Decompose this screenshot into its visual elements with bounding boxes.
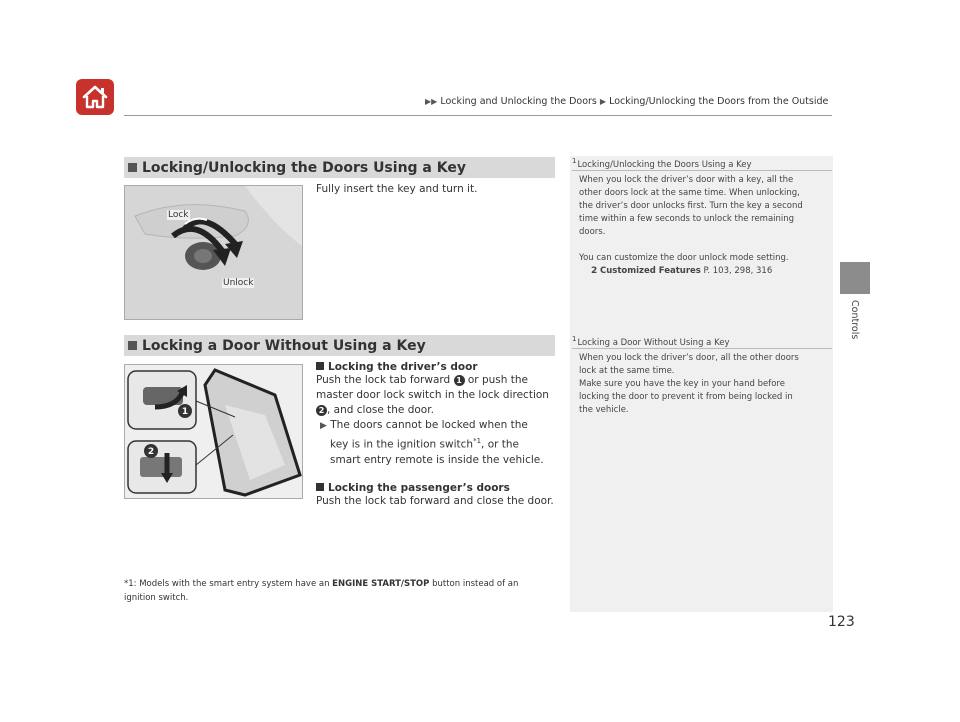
breadcrumb-item-1[interactable]: Locking and Unlocking the Doors	[440, 96, 597, 107]
note-divider	[572, 170, 832, 171]
lock-tab-illustration	[124, 364, 303, 499]
note-body	[579, 174, 831, 278]
lock-label: Lock	[168, 210, 189, 220]
square-bullet-icon	[316, 483, 324, 491]
key-lock-illustration	[124, 185, 303, 320]
note-heading	[572, 335, 730, 348]
breadcrumb-item-2[interactable]: Locking/Unlocking the Doors from the Outside	[609, 96, 829, 107]
page-number: 123	[828, 614, 855, 630]
footnote-ref[interactable]: *1	[473, 437, 482, 445]
breadcrumb-arrow-icon: ▶▶	[425, 97, 438, 106]
callout-1-icon: 1	[454, 375, 465, 386]
passenger-door-text: Push the lock tab forward and close the door.	[316, 494, 554, 507]
note-number: 1	[572, 335, 577, 343]
note-divider	[572, 348, 832, 349]
section-title: Locking/Unlocking the Doors Using a Key	[142, 159, 466, 176]
home-button[interactable]	[76, 79, 114, 115]
note-line: time within a few seconds to unlock the remaining	[579, 214, 795, 224]
door-lock-tab-illustration	[125, 365, 302, 498]
section-heading	[124, 157, 555, 178]
note-line: When you lock the driver’s door with a key, all the	[579, 175, 794, 185]
door-handle-key-illustration	[125, 186, 302, 319]
note-line: other doors lock at the same time. When unlocking,	[579, 188, 800, 198]
callout-1-label: 1	[181, 407, 189, 417]
reference-icon: 2	[591, 266, 598, 276]
footnote: *1: Models with the smart entry system have an ENGINE START/STOP button instead of an ignition switch.	[124, 579, 519, 603]
instruction-text: Fully insert the key and turn it.	[316, 183, 478, 195]
note-line: the driver’s door unlocks first. Turn the key a second	[579, 201, 803, 211]
section-heading	[124, 335, 555, 356]
callout-2-label: 2	[147, 447, 155, 457]
note-line: Make sure you have the key in your hand before	[579, 379, 785, 389]
cross-reference[interactable]	[579, 265, 831, 278]
breadcrumb	[425, 96, 828, 107]
header-divider	[124, 115, 832, 116]
subsection-heading: Locking the passenger’s doors	[316, 482, 561, 494]
home-icon	[76, 79, 114, 115]
breadcrumb-arrow-icon: ▶	[599, 97, 607, 106]
section-title: Locking a Door Without Using a Key	[142, 337, 426, 354]
driver-door-note: ▶ The doors cannot be locked when the key is in the ignition switch$^{*1}$, or the smart entry remote is inside the vehicle.	[320, 419, 544, 466]
section-square-icon	[128, 163, 137, 172]
unlock-label: Unlock	[223, 278, 254, 288]
note-body	[579, 352, 831, 417]
note-arrow-icon: ▶	[320, 421, 327, 431]
note-line: the vehicle.	[579, 405, 629, 415]
note-line: doors.	[579, 227, 606, 237]
note-line: lock at the same time.	[579, 366, 675, 376]
subsection-heading: Locking the driver’s door	[316, 361, 561, 373]
note-line: You can customize the door unlock mode setting.	[579, 253, 789, 263]
driver-door-steps	[316, 361, 561, 509]
reference-pages: P. 103, 298, 316	[700, 266, 773, 276]
note-line: When you lock the driver’s door, all the other doors	[579, 353, 799, 363]
square-bullet-icon	[316, 362, 324, 370]
note-number: 1	[572, 157, 577, 165]
driver-door-text: Push the lock tab forward 1 or push the master door lock switch in the lock direction 2 , and close the door. ▶ The doors cannot be locked when the key is in the ignition switch$^{*1}$, or the smart entry remote is inside the vehicle.	[316, 373, 561, 468]
note-line: locking the door to prevent it from being locked in	[579, 392, 793, 402]
note-title: Locking/Unlocking the Doors Using a Key	[577, 159, 752, 170]
reference-title: Customized Features	[599, 266, 701, 276]
note-heading	[572, 157, 752, 170]
note-title: Locking a Door Without Using a Key	[577, 337, 730, 348]
chapter-tab[interactable]	[840, 262, 870, 294]
callout-2-icon: 2	[316, 405, 327, 416]
chapter-tab-label: Controls	[849, 300, 860, 340]
section-square-icon	[128, 341, 137, 350]
